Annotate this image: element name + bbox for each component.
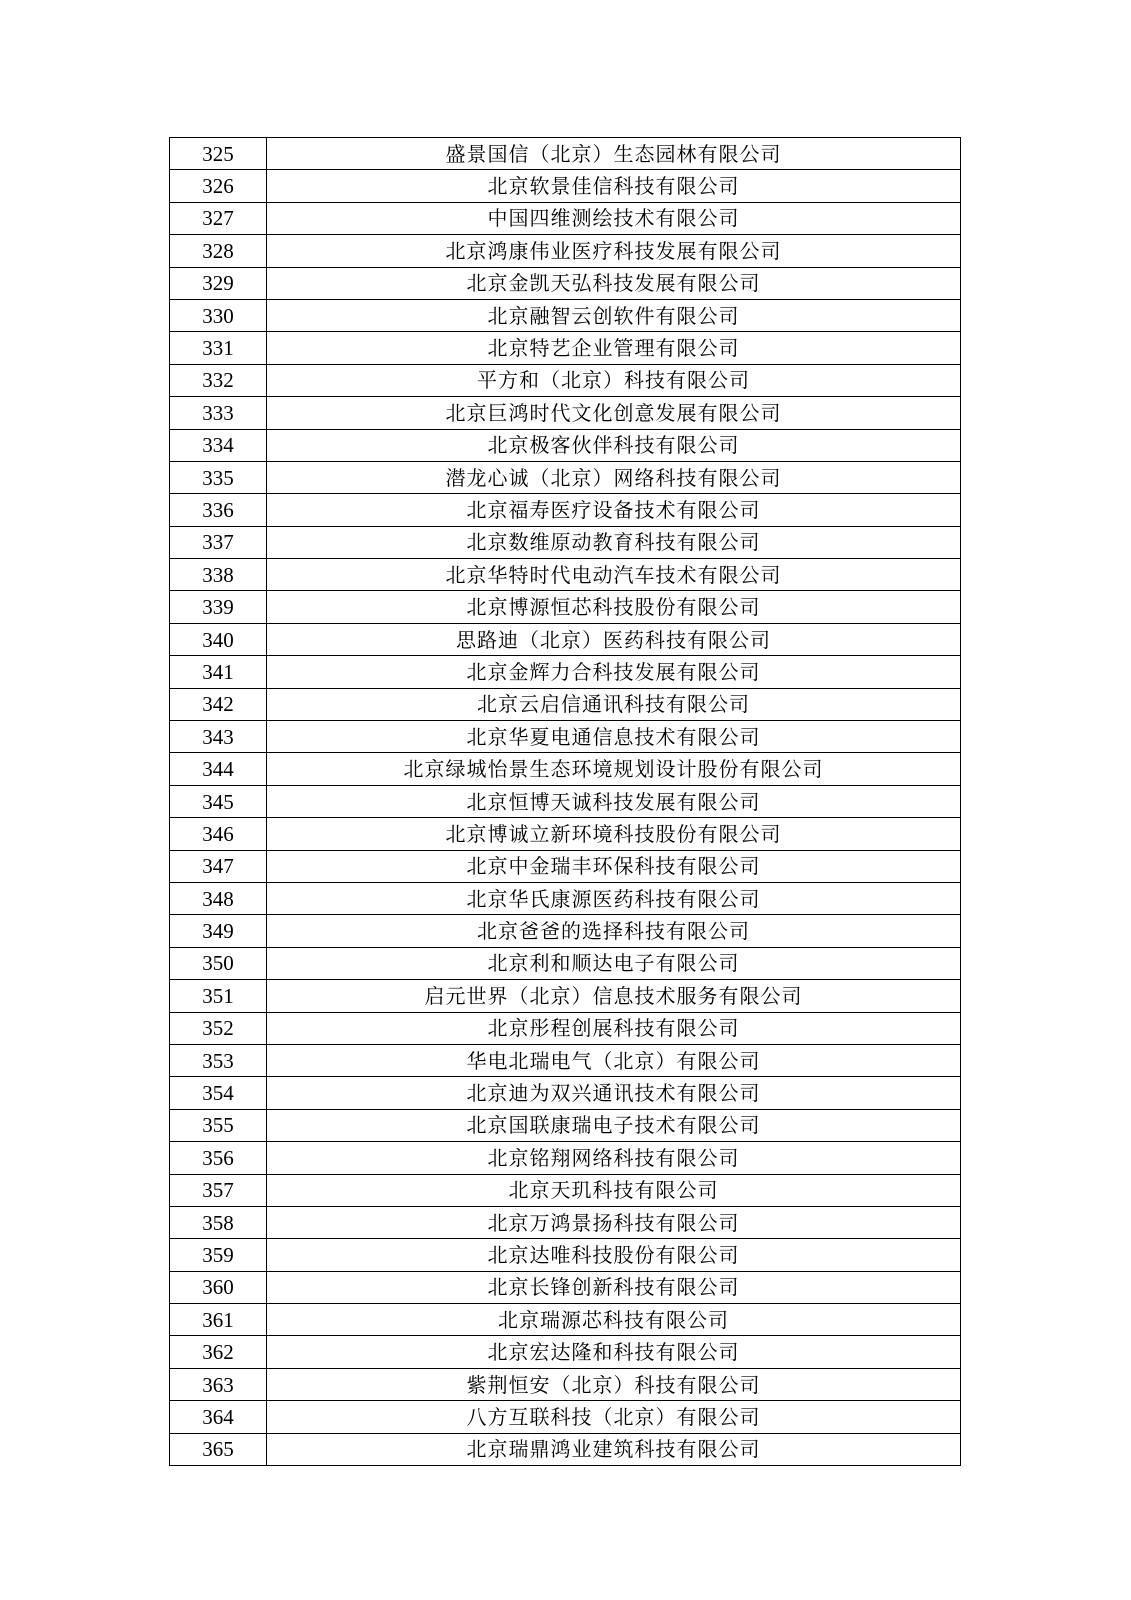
row-number-cell: 328 (170, 235, 267, 267)
company-name-cell: 北京云启信通讯科技有限公司 (267, 688, 961, 720)
company-name-cell: 北京绿城怡景生态环境规划设计股份有限公司 (267, 753, 961, 785)
company-name-cell: 北京极客伙伴科技有限公司 (267, 429, 961, 461)
table-row (170, 721, 961, 753)
table-row (170, 494, 961, 526)
row-number-cell: 365 (170, 1433, 267, 1465)
table-row (170, 980, 961, 1012)
table-row (170, 1239, 961, 1271)
row-number-cell: 327 (170, 202, 267, 234)
company-name-cell: 北京华氏康源医药科技有限公司 (267, 882, 961, 914)
table-row (170, 397, 961, 429)
table-row (170, 1304, 961, 1336)
company-name-cell: 盛景国信（北京）生态园林有限公司 (267, 138, 961, 170)
company-name-cell: 北京迪为双兴通讯技术有限公司 (267, 1077, 961, 1109)
row-number-cell: 354 (170, 1077, 267, 1109)
row-number-cell: 358 (170, 1206, 267, 1238)
row-number-cell: 346 (170, 818, 267, 850)
row-number-cell: 351 (170, 980, 267, 1012)
table-row (170, 1401, 961, 1433)
table-row (170, 429, 961, 461)
table-row (170, 915, 961, 947)
row-number-cell: 332 (170, 364, 267, 396)
table-row (170, 1433, 961, 1465)
row-number-cell: 331 (170, 332, 267, 364)
row-number-cell: 362 (170, 1336, 267, 1368)
table-row (170, 1368, 961, 1400)
company-name-cell: 思路迪（北京）医药科技有限公司 (267, 623, 961, 655)
company-name-cell: 北京金凯天弘科技发展有限公司 (267, 267, 961, 299)
table-row (170, 138, 961, 170)
table-row (170, 235, 961, 267)
row-number-cell: 336 (170, 494, 267, 526)
table-row (170, 688, 961, 720)
row-number-cell: 348 (170, 882, 267, 914)
row-number-cell: 326 (170, 170, 267, 202)
company-list-table (169, 137, 961, 1466)
row-number-cell: 355 (170, 1109, 267, 1141)
table-row (170, 1336, 961, 1368)
row-number-cell: 347 (170, 850, 267, 882)
company-name-cell: 中国四维测绘技术有限公司 (267, 202, 961, 234)
company-name-cell: 北京华夏电通信息技术有限公司 (267, 721, 961, 753)
row-number-cell: 342 (170, 688, 267, 720)
row-number-cell: 350 (170, 947, 267, 979)
company-name-cell: 北京巨鸿时代文化创意发展有限公司 (267, 397, 961, 429)
row-number-cell: 349 (170, 915, 267, 947)
table-row (170, 1271, 961, 1303)
company-name-cell: 北京天玑科技有限公司 (267, 1174, 961, 1206)
table-row (170, 818, 961, 850)
company-name-cell: 北京彤程创展科技有限公司 (267, 1012, 961, 1044)
table-row (170, 1012, 961, 1044)
company-name-cell: 北京利和顺达电子有限公司 (267, 947, 961, 979)
company-name-cell: 华电北瑞电气（北京）有限公司 (267, 1044, 961, 1076)
company-name-cell: 北京数维原动教育科技有限公司 (267, 526, 961, 558)
row-number-cell: 357 (170, 1174, 267, 1206)
company-list-body (170, 138, 961, 1466)
company-name-cell: 北京中金瑞丰环保科技有限公司 (267, 850, 961, 882)
table-row (170, 882, 961, 914)
row-number-cell: 356 (170, 1142, 267, 1174)
table-row (170, 591, 961, 623)
company-name-cell: 北京长锋创新科技有限公司 (267, 1271, 961, 1303)
table-row (170, 332, 961, 364)
company-name-cell: 北京达唯科技股份有限公司 (267, 1239, 961, 1271)
table-row (170, 461, 961, 493)
company-name-cell: 北京瑞源芯科技有限公司 (267, 1304, 961, 1336)
row-number-cell: 338 (170, 559, 267, 591)
table-row (170, 1142, 961, 1174)
company-name-cell: 北京软景佳信科技有限公司 (267, 170, 961, 202)
row-number-cell: 359 (170, 1239, 267, 1271)
company-name-cell: 八方互联科技（北京）有限公司 (267, 1401, 961, 1433)
row-number-cell: 341 (170, 656, 267, 688)
company-name-cell: 北京福寿医疗设备技术有限公司 (267, 494, 961, 526)
row-number-cell: 353 (170, 1044, 267, 1076)
company-name-cell: 北京金辉力合科技发展有限公司 (267, 656, 961, 688)
company-name-cell: 北京国联康瑞电子技术有限公司 (267, 1109, 961, 1141)
row-number-cell: 345 (170, 785, 267, 817)
table-row (170, 267, 961, 299)
row-number-cell: 325 (170, 138, 267, 170)
company-name-cell: 北京华特时代电动汽车技术有限公司 (267, 559, 961, 591)
row-number-cell: 337 (170, 526, 267, 558)
table-row (170, 850, 961, 882)
table-row (170, 947, 961, 979)
company-name-cell: 北京瑞鼎鸿业建筑科技有限公司 (267, 1433, 961, 1465)
table-row (170, 1044, 961, 1076)
company-name-cell: 北京万鸿景扬科技有限公司 (267, 1206, 961, 1238)
table-row (170, 656, 961, 688)
table-row (170, 299, 961, 331)
row-number-cell: 333 (170, 397, 267, 429)
table-row (170, 364, 961, 396)
company-name-cell: 北京爸爸的选择科技有限公司 (267, 915, 961, 947)
row-number-cell: 364 (170, 1401, 267, 1433)
row-number-cell: 329 (170, 267, 267, 299)
company-name-cell: 紫荆恒安（北京）科技有限公司 (267, 1368, 961, 1400)
table-row (170, 1174, 961, 1206)
row-number-cell: 334 (170, 429, 267, 461)
row-number-cell: 335 (170, 461, 267, 493)
row-number-cell: 343 (170, 721, 267, 753)
table-row (170, 559, 961, 591)
row-number-cell: 340 (170, 623, 267, 655)
company-name-cell: 潜龙心诚（北京）网络科技有限公司 (267, 461, 961, 493)
company-name-cell: 北京恒博天诚科技发展有限公司 (267, 785, 961, 817)
table-row (170, 526, 961, 558)
company-name-cell: 北京宏达隆和科技有限公司 (267, 1336, 961, 1368)
row-number-cell: 352 (170, 1012, 267, 1044)
company-name-cell: 北京铭翔网络科技有限公司 (267, 1142, 961, 1174)
row-number-cell: 363 (170, 1368, 267, 1400)
row-number-cell: 360 (170, 1271, 267, 1303)
company-name-cell: 北京融智云创软件有限公司 (267, 299, 961, 331)
row-number-cell: 330 (170, 299, 267, 331)
company-name-cell: 北京特艺企业管理有限公司 (267, 332, 961, 364)
table-row (170, 785, 961, 817)
table-row (170, 1077, 961, 1109)
row-number-cell: 361 (170, 1304, 267, 1336)
table-row (170, 202, 961, 234)
row-number-cell: 344 (170, 753, 267, 785)
company-name-cell: 北京博诚立新环境科技股份有限公司 (267, 818, 961, 850)
company-name-cell: 平方和（北京）科技有限公司 (267, 364, 961, 396)
row-number-cell: 339 (170, 591, 267, 623)
company-name-cell: 启元世界（北京）信息技术服务有限公司 (267, 980, 961, 1012)
company-name-cell: 北京博源恒芯科技股份有限公司 (267, 591, 961, 623)
table-row (170, 1206, 961, 1238)
company-name-cell: 北京鸿康伟业医疗科技发展有限公司 (267, 235, 961, 267)
table-row (170, 753, 961, 785)
table-row (170, 170, 961, 202)
table-row (170, 623, 961, 655)
table-row (170, 1109, 961, 1141)
